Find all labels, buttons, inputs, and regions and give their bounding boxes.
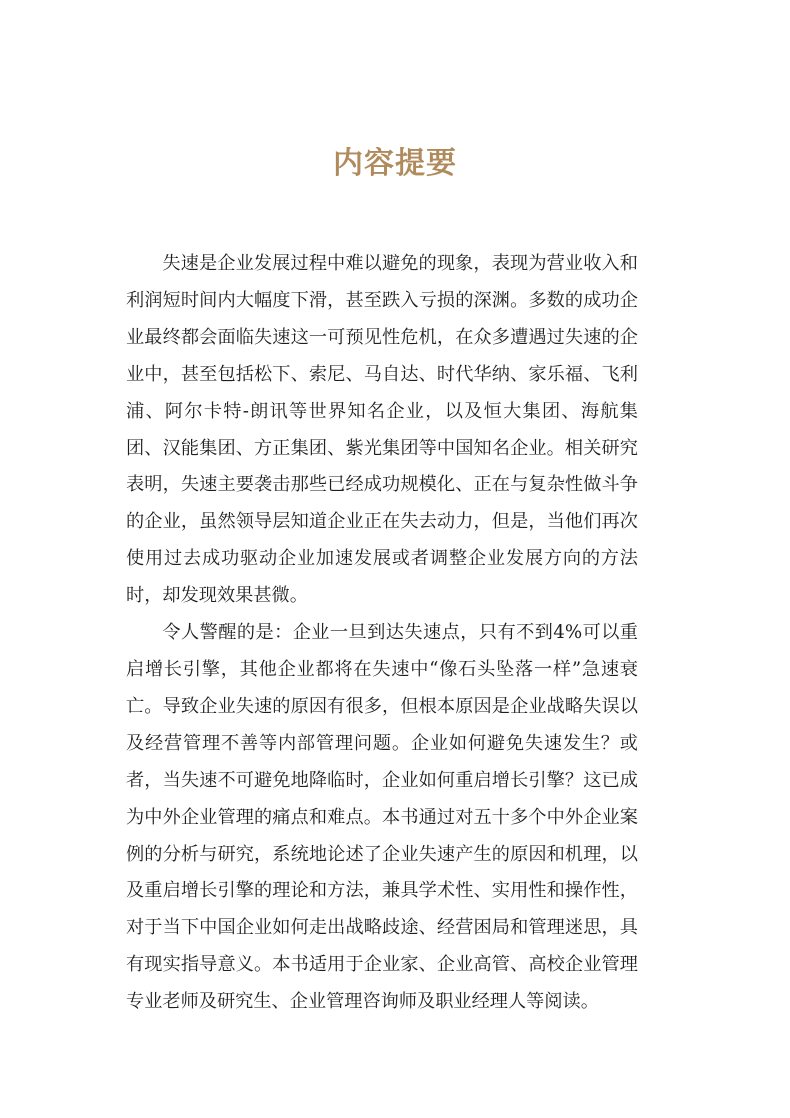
page-title: 内容提要 [333, 146, 457, 181]
paragraph-2: 令人警醒的是：企业一旦到达失速点，只有不到4%可以重启增长引擎，其他企业都将在失速中“像石头坠落一样”急速衰亡。导致企业失速的原因有很多，但根本原因是企业战略失误以及经营管理不善等内部管理问题。企业如何避免失速发生？或者，当失速不可避免地降临时，企业如何重启增长引擎？这已成为中外企业管理的痛点和难点。本书通过对五十多个中外企业案例的分析与研究，系统地论述了企业失速产生的原因和机理，以及重启增长引擎的理论和方法，兼具学术性、实用性和操作性，对于当下中国企业如何走出战略歧途、经营困局和管理迷思，具有现实指导意义。本书适用于企业家、企业高管、高校企业管理专业老师及研究生、企业管理咨询师及职业经理人等阅读。 [126, 622, 638, 1013]
summary-body [126, 246, 638, 1021]
paragraph-1: 失速是企业发展过程中难以避免的现象，表现为营业收入和利润短时间内大幅度下滑，甚至跌入亏损的深渊。多数的成功企业最终都会面临失速这一可预见性危机，在众多遭遇过失速的企业中，甚至包括松下、索尼、马自达、时代华纳、家乐福、飞利浦、阿尔卡特-朗讯等世界知名企业，以及恒大集团、海航集团、汉能集团、方正集团、紫光集团等中国知名企业。相关研究表明，失速主要袭击那些已经成功规模化、正在与复杂性做斗争的企业，虽然领导层知道企业正在失去动力，但是，当他们再次使用过去成功驱动企业加速发展或者调整企业发展方向的方法时，却发现效果甚微。 [126, 253, 638, 607]
